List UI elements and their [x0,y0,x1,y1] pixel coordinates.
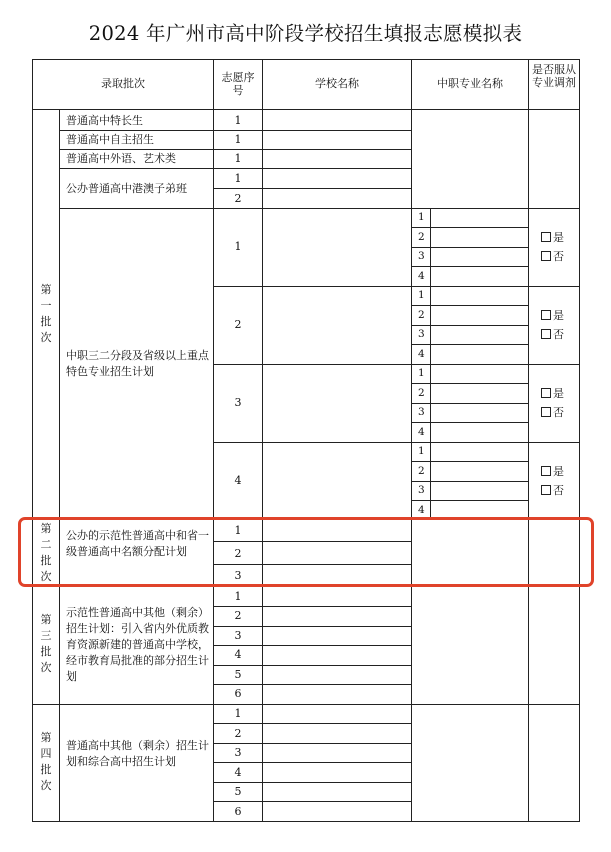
checkbox-icon[interactable] [541,407,551,417]
seq-number: 1 [234,152,242,165]
sub-number: 3 [418,328,425,340]
vocational-label: 中职三二分段及省级以上重点特色专业招生计划 [66,349,209,378]
seq-number: 3 [234,629,242,642]
adjust-yes-option[interactable]: 是 [541,228,564,247]
seq-number: 1 [234,172,242,185]
sub-number: 1 [418,211,425,223]
seq-number: 4 [234,648,242,661]
seq-number: 3 [234,569,242,582]
seq-number: 5 [234,785,242,798]
seq-number: 2 [234,609,242,622]
batch-label-second: 第二批次 [40,522,52,583]
sub-number: 3 [418,484,425,496]
second-batch-label: 公办的示范性普通高中和省一级普通高中名额分配计划 [66,529,209,558]
seq-number: 2 [234,727,242,740]
sub-number: 4 [418,270,425,282]
sub-number: 4 [418,426,425,438]
adjust-no-option[interactable]: 否 [541,403,564,422]
header-major: 中职专业名称 [437,77,503,90]
sub-number: 3 [418,406,425,418]
sub-number: 1 [418,289,425,301]
header-batch: 录取批次 [101,77,145,90]
seq-number: 1 [234,590,242,603]
checkbox-icon[interactable] [541,310,551,320]
seq-number: 6 [234,805,242,818]
page-title: 2024 年广州市高中阶段学校招生填报志愿模拟表 [88,22,523,45]
adjust-yes-option[interactable]: 是 [541,462,564,481]
header-school: 学校名称 [315,77,359,90]
choice-number: 4 [234,474,242,487]
checkbox-icon[interactable] [541,466,551,476]
adjust-no-option[interactable]: 否 [541,325,564,344]
sub-number: 4 [418,348,425,360]
sub-number: 2 [418,387,425,399]
checkbox-icon[interactable] [541,388,551,398]
adjust-no-option[interactable]: 否 [541,247,564,266]
adjust-yes-option[interactable]: 是 [541,384,564,403]
seq-number: 1 [234,707,242,720]
seq-number: 1 [234,133,242,146]
batch-label-third: 第三批次 [40,613,52,674]
sub-number: 1 [418,445,425,457]
sub-number: 2 [418,231,425,243]
item-label: 普通高中外语、艺术类 [66,152,176,165]
sub-number: 3 [418,250,425,262]
seq-number: 2 [234,192,242,205]
batch-label-first: 第一批次 [40,283,52,344]
choice-number: 3 [234,396,242,409]
seq-number: 3 [234,746,242,759]
seq-number: 1 [234,524,242,537]
item-label: 普通高中特长生 [66,114,143,127]
checkbox-icon[interactable] [541,251,551,261]
header-adjust: 是否服从专业调剂 [532,63,576,89]
seq-number: 2 [234,547,242,560]
adjust-no-option[interactable]: 否 [541,481,564,500]
header-seq: 志愿序号 [221,71,255,97]
item-label: 公办普通高中港澳子弟班 [66,182,187,195]
checkbox-icon[interactable] [541,232,551,242]
third-batch-label: 示范性普通高中其他（剩余）招生计划：引入省内外优质教育资源新建的普通高中学校，经市教育局批准的部分招生计划 [66,606,209,683]
seq-number: 4 [234,766,242,779]
batch-label-fourth: 第四批次 [40,731,52,792]
adjust-yes-option[interactable]: 是 [541,306,564,325]
choice-number: 2 [234,318,242,331]
item-label: 普通高中自主招生 [66,133,154,146]
seq-number: 6 [234,687,242,700]
sub-number: 2 [418,309,425,321]
seq-number: 5 [234,668,242,681]
sub-number: 1 [418,367,425,379]
second-batch-highlight [18,517,594,587]
checkbox-icon[interactable] [541,329,551,339]
seq-number: 1 [234,114,242,127]
fourth-batch-label: 普通高中其他（剩余）招生计划和综合高中招生计划 [66,739,209,768]
sub-number: 2 [418,465,425,477]
sub-number: 4 [418,504,425,516]
checkbox-icon[interactable] [541,485,551,495]
choice-number: 1 [234,240,242,253]
